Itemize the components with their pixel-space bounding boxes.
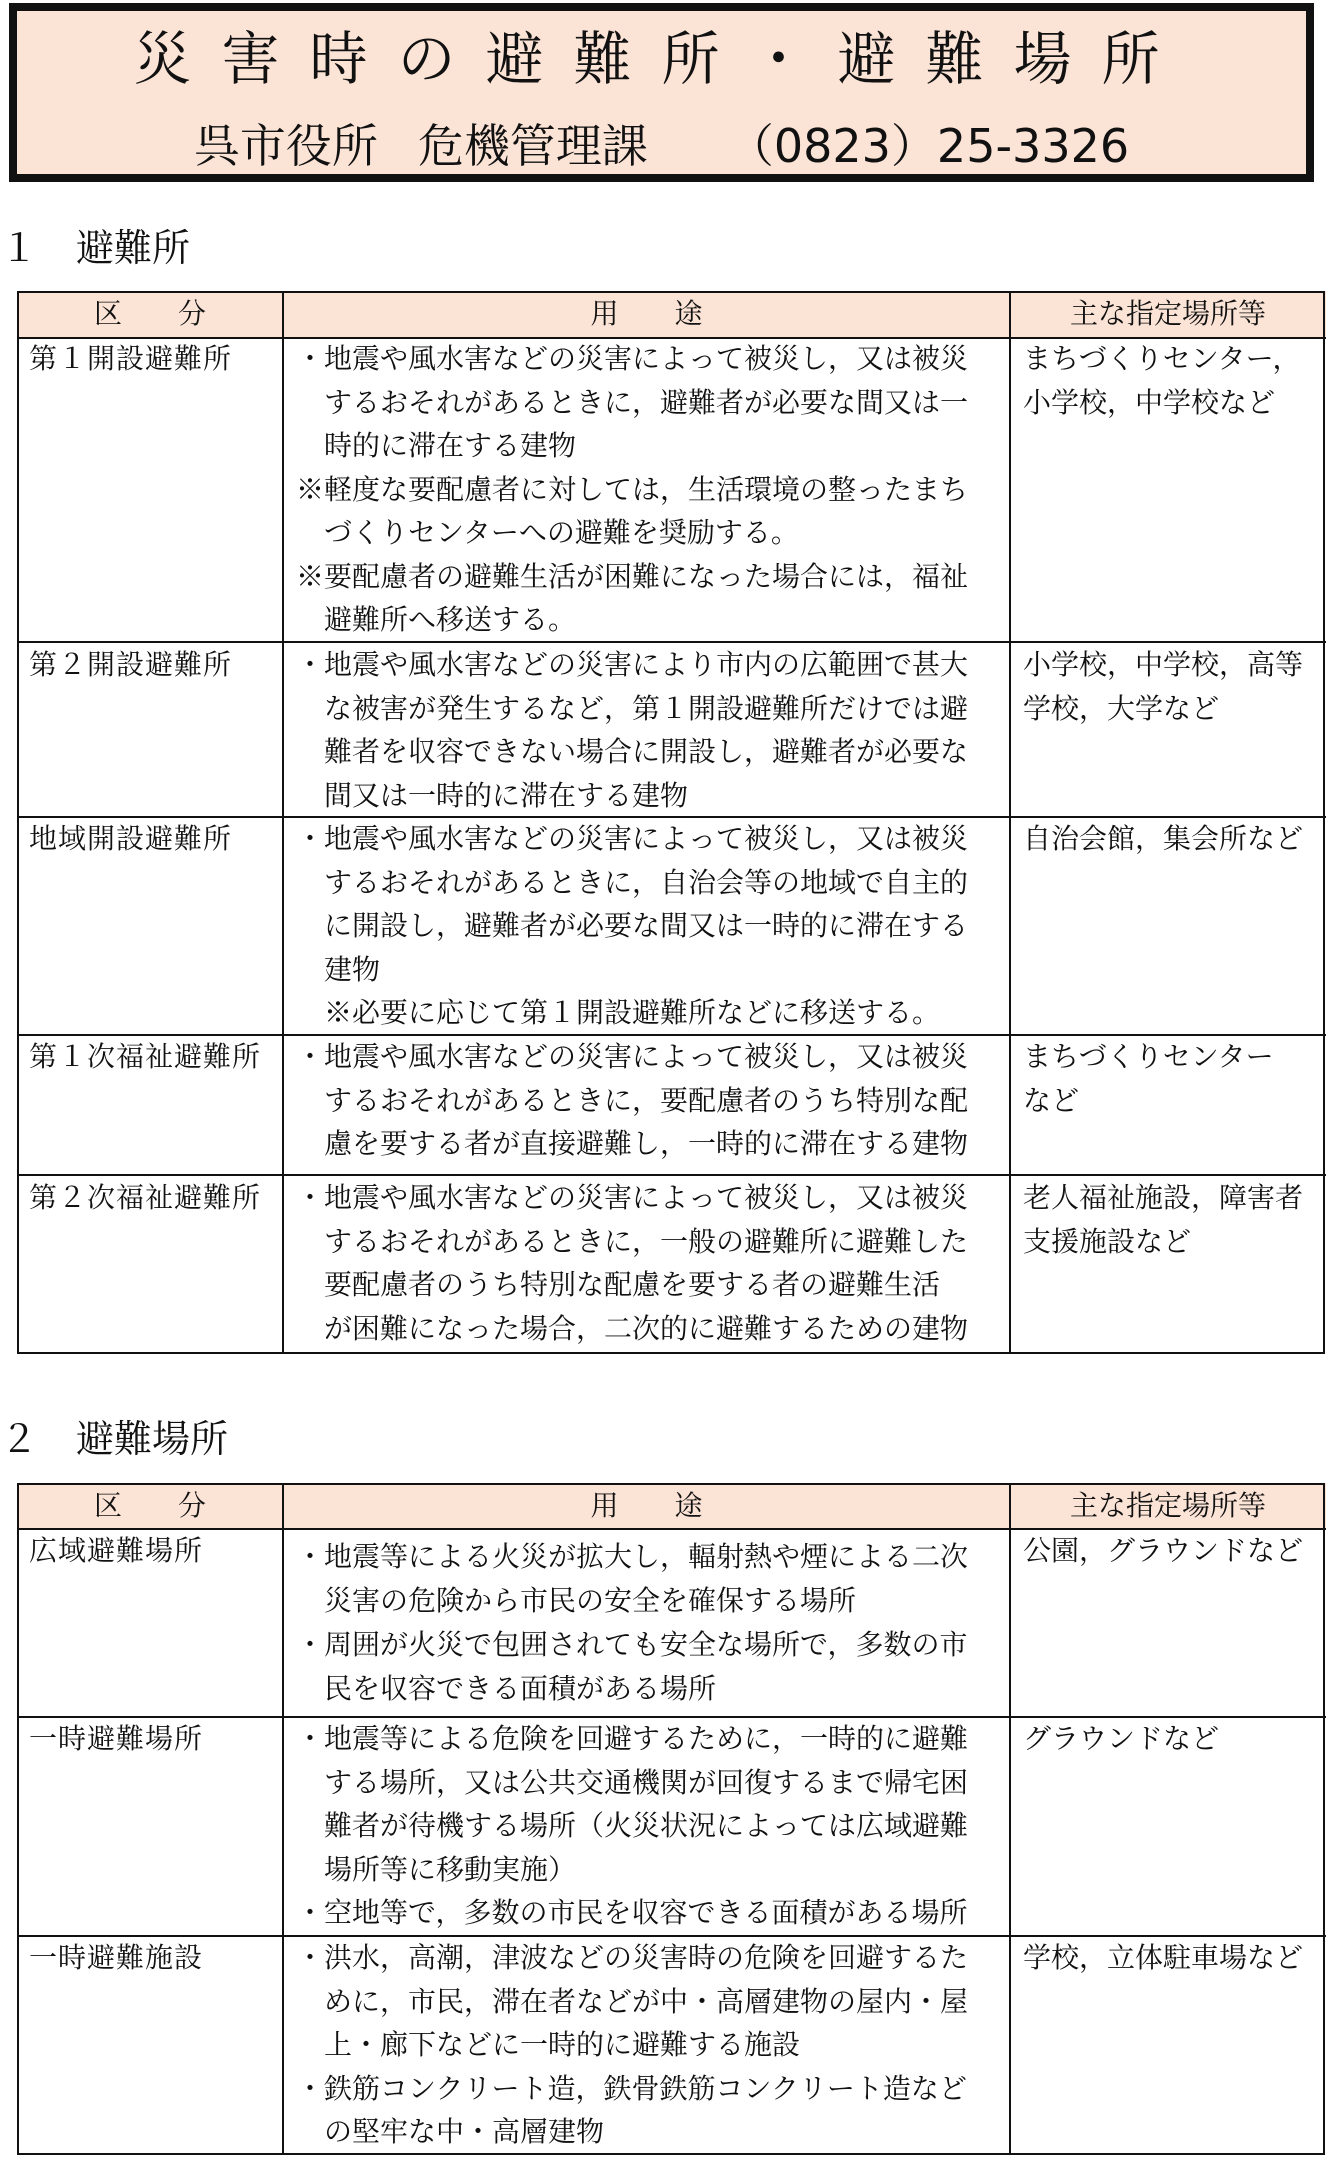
cell-text-line: 要配慮者のうち特別な配慮を要する者の避難生活 (296, 1268, 941, 1301)
table-row-places (1023, 643, 1303, 730)
table-row-usage (296, 1717, 968, 1935)
cell-text-line: まちづくりセンター (1023, 1040, 1274, 1073)
cell-text-line: まちづくりセンター， (1023, 342, 1301, 375)
table-row-category: 地域開設避難所 (29, 822, 233, 855)
title-box (9, 3, 1314, 182)
contact-line (17, 119, 1306, 174)
column-header-usage: 用 途 (590, 1489, 703, 1522)
cell-text-line: 小学校，中学校，高等 (1023, 648, 1304, 681)
cell-text-line: するおそれがあるときに，一般の避難所に避難した (296, 1224, 969, 1258)
cell-text-line: 場所等に移動実施） (296, 1852, 577, 1886)
office-name: 呉市役所 (193, 119, 378, 173)
cell-text-line: 時的に滞在する建物 (296, 429, 577, 462)
table-row-places (1023, 1529, 1303, 1573)
column-header-places: 主な指定場所等 (1069, 297, 1266, 330)
cell-text-line: ・空地等で，多数の市民を収容できる面積がある場所 (296, 1896, 968, 1929)
table-row-places (1023, 1035, 1274, 1122)
column-header-category: 区 分 (93, 297, 206, 330)
column-header-category: 区 分 (93, 1489, 206, 1522)
column-header-usage: 用 途 (590, 297, 703, 330)
cell-text-line: 老人福祉施設，障害者 (1023, 1181, 1304, 1214)
cell-text-line: な被害が発生するなど，第１開設避難所だけでは避 (296, 691, 969, 725)
table-row-category: 広域避難場所 (29, 1534, 204, 1567)
cell-text-line: ・鉄筋コンクリート造，鉄骨鉄筋コンクリート造など (296, 2071, 967, 2105)
shelter-table (17, 291, 1326, 1354)
cell-text-line: が困難になった場合，二次的に避難するための建物 (296, 1311, 969, 1345)
table-row-category: 第１開設避難所 (29, 342, 233, 375)
cell-text-line: するおそれがあるときに，自治会等の地域で自主的 (296, 865, 969, 899)
section-1-title: 避難所 (76, 226, 191, 270)
cell-text-line: 公園，グラウンドなど (1023, 1534, 1304, 1567)
cell-text-line: 上・廊下などに一時的に避難する施設 (296, 2028, 801, 2061)
cell-text-line: ・地震等による危険を回避するために，一時的に避難 (296, 1722, 969, 1755)
table-row-usage (296, 1936, 968, 2154)
cell-text-line: 災害の危険から市民の安全を確保する場所 (296, 1584, 857, 1617)
table-row-usage (296, 337, 968, 642)
cell-text-line: 学校，大学など (1023, 691, 1220, 725)
table-row-category: 一時避難施設 (29, 1941, 204, 1974)
cell-text-line: するおそれがあるときに，避難者が必要な間又は一 (296, 385, 969, 419)
cell-text-line: 難者を収容できない場合に開設し，避難者が必要な (296, 735, 969, 768)
table-row-places (1023, 1717, 1219, 1761)
table-row-usage (296, 817, 968, 1035)
column-header-places: 主な指定場所等 (1069, 1489, 1266, 1522)
table-row-category: 第２開設避難所 (29, 648, 233, 681)
cell-text-line: ・地震や風水害などの災害によって被災し，又は被災 (296, 822, 969, 855)
cell-text-line: ※軽度な要配慮者に対しては，生活環境の整ったまち (296, 472, 969, 506)
cell-text-line: 慮を要する者が直接避難し，一時的に滞在する建物 (296, 1127, 969, 1160)
table-row-usage (296, 643, 968, 817)
department-name: 危機管理課 (417, 119, 648, 173)
cell-text-line: グラウンドなど (1023, 1722, 1220, 1755)
table-row-places (1023, 817, 1303, 861)
table-row-usage (296, 1535, 968, 1711)
section-1-heading (0, 226, 191, 270)
phone-number: （0823）25-3326 (727, 119, 1130, 173)
cell-text-line: 支援施設など (1023, 1224, 1192, 1258)
section-2-title: 避難場所 (76, 1417, 229, 1461)
cell-text-line: ※必要に応じて第１開設避難所などに移送する。 (296, 996, 941, 1029)
table-row-usage (296, 1035, 968, 1166)
section-2-number: ２ (0, 1417, 39, 1461)
cell-text-line: に開設し，避難者が必要な間又は一時的に滞在する (296, 909, 969, 942)
cell-text-line: 民を収容できる面積がある場所 (296, 1672, 717, 1705)
page-title: 災害時の避難所・避難場所 (133, 25, 1190, 93)
cell-text-line: ・周囲が火災で包囲されても安全な場所で，多数の市 (296, 1628, 968, 1661)
cell-text-line: など (1023, 1083, 1080, 1117)
cell-text-line: ・地震や風水害などの災害により市内の広範囲で甚大 (296, 648, 969, 681)
cell-text-line: する場所，又は公共交通機関が回復するまで帰宅困 (296, 1765, 969, 1799)
cell-text-line: 建物 (296, 952, 381, 986)
table-row-usage (296, 1176, 968, 1350)
section-1-number: １ (0, 226, 39, 270)
cell-text-line: 自治会館，集会所など (1023, 822, 1304, 855)
evacuation-site-table (17, 1483, 1326, 2155)
cell-text-line: ※要配慮者の避難生活が困難になった場合には，福祉 (296, 559, 969, 593)
cell-text-line: 学校，立体駐車場など (1023, 1941, 1304, 1974)
cell-text-line: ・洪水，高潮，津波などの災害時の危険を回避するた (296, 1941, 969, 1974)
table-row-category: 一時避難場所 (29, 1722, 204, 1755)
table-row-category: 第１次福祉避難所 (29, 1040, 262, 1073)
table-row-places (1023, 337, 1300, 424)
cell-text-line: 避難所へ移送する。 (296, 603, 577, 636)
cell-text-line: 難者が待機する場所（火災状況によっては広域避難 (296, 1809, 969, 1842)
cell-text-line: ・地震等による火災が拡大し，輻射熱や煙による二次 (296, 1540, 969, 1573)
section-2-heading (0, 1417, 229, 1461)
table-row-places (1023, 1176, 1303, 1263)
table-row-category: 第２次福祉避難所 (29, 1181, 262, 1214)
cell-text-line: めに，市民，滞在者などが中・高層建物の屋内・屋 (296, 1984, 969, 2018)
cell-text-line: ・地震や風水害などの災害によって被災し，又は被災 (296, 1040, 969, 1073)
cell-text-line: するおそれがあるときに，要配慮者のうち特別な配 (296, 1083, 969, 1117)
cell-text-line: づくりセンターへの避難を奨励する。 (296, 516, 799, 549)
cell-text-line: ・地震や風水害などの災害によって被災し，又は被災 (296, 342, 969, 375)
cell-text-line: 間又は一時的に滞在する建物 (296, 778, 689, 812)
cell-text-line: 小学校，中学校など (1023, 385, 1276, 419)
table-row-places (1023, 1936, 1303, 1980)
cell-text-line: ・地震や風水害などの災害によって被災し，又は被災 (296, 1181, 969, 1214)
cell-text-line: の堅牢な中・高層建物 (296, 2115, 605, 2148)
